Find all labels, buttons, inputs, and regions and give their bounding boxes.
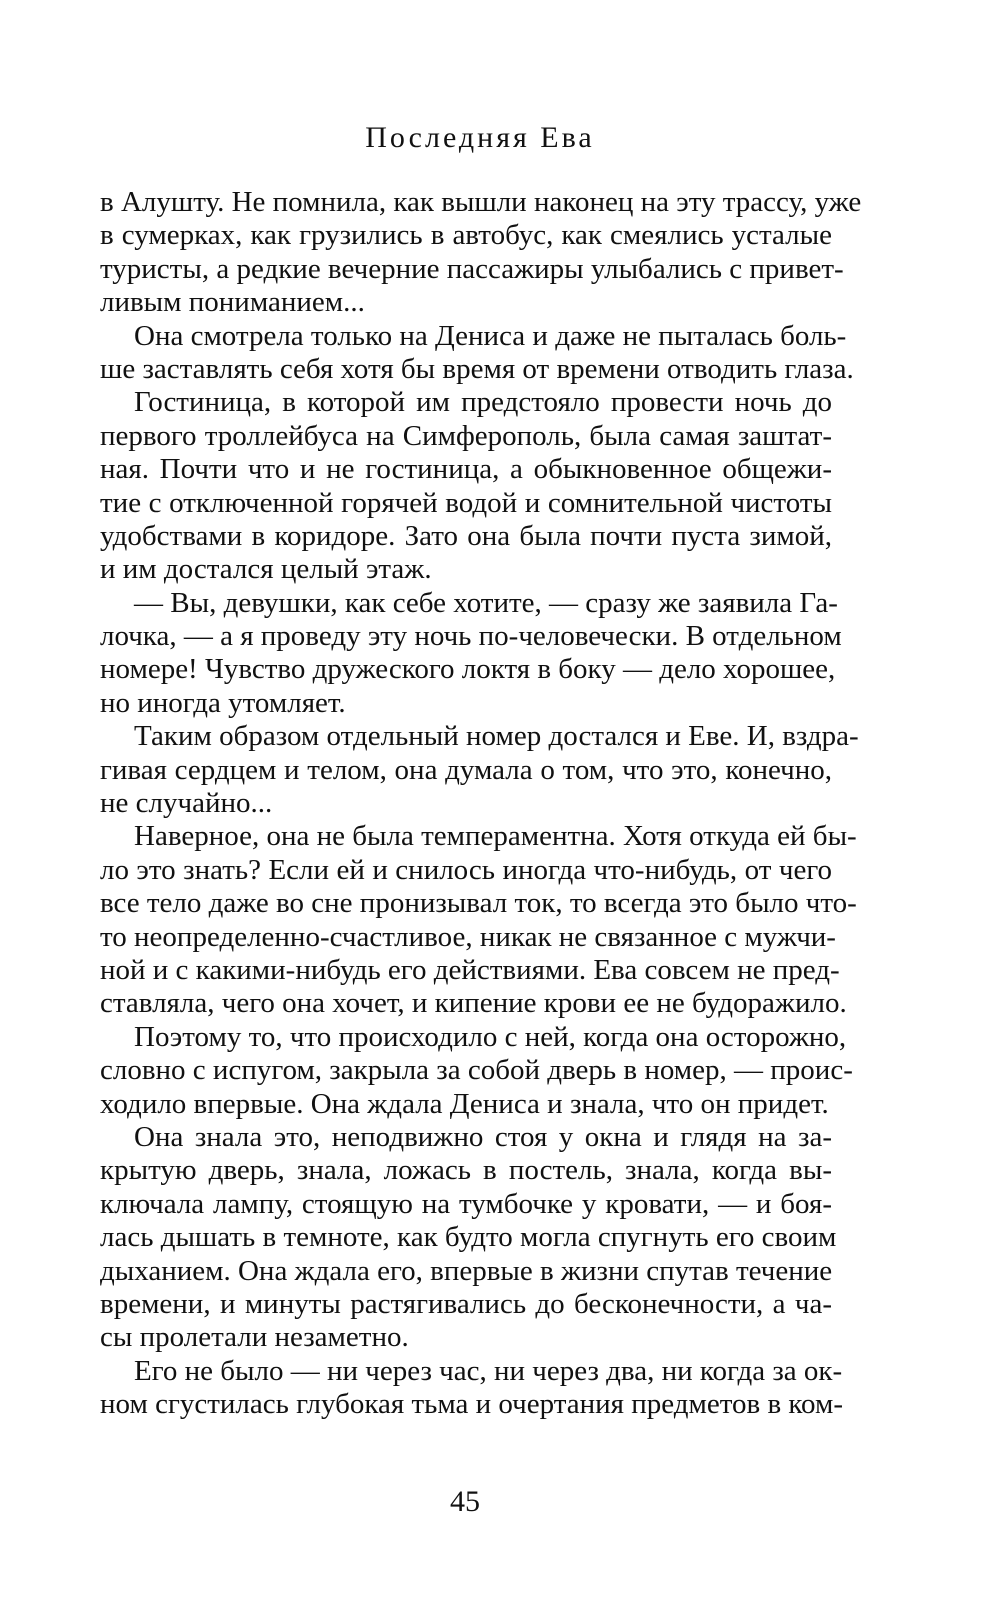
text-line: времени, и минуты растягивались до бесконечности, а ча- — [100, 1287, 832, 1320]
text-line: Гостиница, в которой им предстояло провести ночь до — [134, 386, 832, 419]
text-line: ставляла, чего она хочет, и кипение крови ее не будоражило. — [100, 987, 847, 1020]
text-line: Таким образом отдельный номер достался и Еве. И, вздра- — [134, 720, 859, 753]
text-line: ло это знать? Если ей и снилось иногда что-нибудь, от чего — [100, 853, 832, 886]
text-line: и им достался целый этаж. — [100, 553, 432, 586]
text-line: сы пролетали незаметно. — [100, 1321, 409, 1354]
text-line: Она знала это, неподвижно стоя у окна и глядя на за- — [134, 1120, 832, 1153]
text-line: дыханием. Она ждала его, впервые в жизни спутав течение — [100, 1254, 833, 1287]
text-line: удобствами в коридоре. Зато она была почти пуста зимой, — [100, 519, 832, 552]
text-line: тие с отключенной горячей водой и сомнительной чистоты — [100, 486, 832, 519]
text-line: в сумерках, как грузились в автобус, как смеялись усталые — [100, 219, 832, 252]
page-number: 45 — [450, 1485, 480, 1518]
text-line: в Алушту. Не помнила, как вышли наконец на эту трассу, уже — [100, 186, 862, 218]
text-line: первого троллейбуса на Симферополь, была самая заштат- — [100, 419, 832, 452]
text-line: ной и с какими-нибудь его действиями. Ева совсем не пред- — [100, 953, 840, 986]
text-line: ная. Почти что и не гостиница, а обыкновенное общежи- — [100, 453, 832, 486]
text-line: Его не было — ни через час, ни через два, ни когда за ок- — [134, 1354, 843, 1387]
text-line: туристы, а редкие вечерние пассажиры улыбались с привет- — [100, 252, 844, 285]
text-line: Наверное, она не была темпераментна. Хотя откуда ей бы- — [134, 820, 857, 853]
text-line: Она смотрела только на Дениса и даже не пыталась боль- — [134, 319, 847, 352]
running-head: Последняя Ева — [365, 121, 595, 154]
text-line: не случайно... — [100, 787, 273, 820]
text-line: словно с испугом, закрыла за собой дверь в номер, — проис- — [100, 1054, 853, 1087]
text-line: все тело даже во сне пронизывал ток, то всегда это было что- — [100, 887, 857, 920]
body-text — [100, 186, 862, 1421]
text-line: ключала лампу, стоящую на тумбочке у кровати, — и боя- — [100, 1187, 832, 1220]
text-line: ном сгустилась глубокая тьма и очертания предметов в ком- — [100, 1388, 843, 1421]
text-line: лась дышать в темноте, как будто могла спугнуть его своим — [100, 1221, 837, 1254]
text-line: ше заставлять себя хотя бы время от времени отводить глаза. — [100, 352, 854, 385]
text-line: Поэтому то, что происходило с ней, когда она осторожно, — [134, 1020, 847, 1053]
text-line: ходило впервые. Она ждала Дениса и знала, что он придет. — [100, 1087, 829, 1120]
text-line: гивая сердцем и телом, она думала о том, что это, конечно, — [100, 753, 832, 786]
text-line: крытую дверь, знала, ложась в постель, знала, когда вы- — [100, 1154, 832, 1187]
text-line: — Вы, девушки, как себе хотите, — сразу же заявила Га- — [134, 586, 838, 619]
text-line: номере! Чувство дружеского локтя в боку — дело хорошее, — [100, 653, 836, 686]
text-line: лочка, — а я проведу эту ночь по-человечески. В отдельном — [100, 620, 842, 653]
text-line: то неопределенно-счастливое, никак не связанное с мужчи- — [100, 920, 836, 953]
text-line: ливым пониманием... — [100, 286, 365, 319]
text-line: но иногда утомляет. — [100, 686, 346, 719]
